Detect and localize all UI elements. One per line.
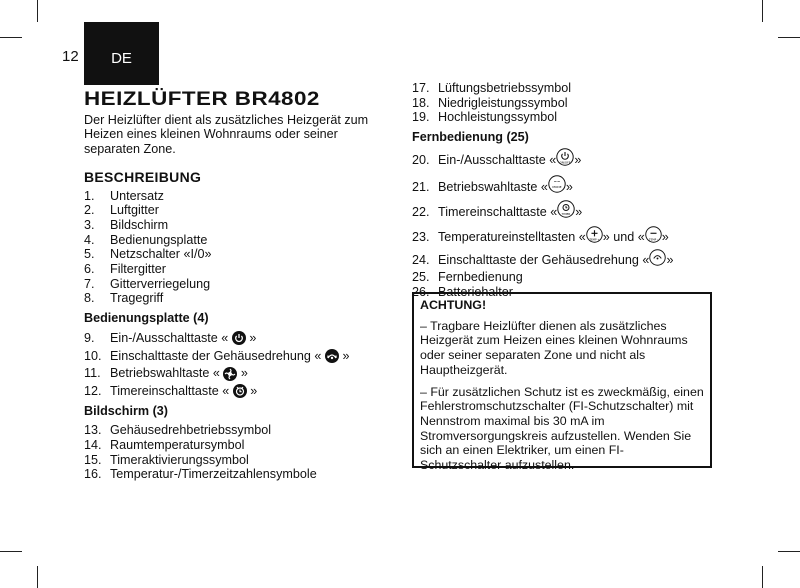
item-label: Betriebswahltaste « [110,366,220,381]
item-number: 3. [84,217,95,232]
list-item [84,384,384,399]
item-number: 16. [84,467,102,482]
item-label: Netzschalter «I/0» [110,247,212,262]
item-label: Einschalttaste der Gehäusedrehung « [110,348,322,363]
list-item [412,205,712,223]
list-item [84,453,384,468]
intro-text: Der Heizlüfter dient als zusätzliches Heizgerät zum Heizen eines kleinen Wohnraums oder seiner separaten Zone. [84,112,369,157]
oscillation-icon [325,349,339,364]
list-item [84,277,384,292]
item-number: 6. [84,262,95,277]
display-heading: Bildschirm (3) [84,403,168,418]
list-item [84,218,384,233]
item-suffix: » [575,204,583,219]
crop-mark [778,37,800,38]
item-label: Gehäusedrehbetriebssymbol [110,423,272,438]
list-item [84,423,384,438]
item-suffix: » [661,229,669,244]
icon-caption: TEMP + [589,238,600,242]
item-label: Timereinschalttaste « [110,383,230,398]
icon-caption: MODE [552,184,562,189]
item-number: 10. [84,348,102,363]
item-number: 7. [84,276,95,291]
item-number: 19. [412,110,430,125]
remote-mode-icon [548,175,566,193]
item-suffix: » [574,152,582,167]
item-number: 26. [412,284,430,299]
item-mid: » und « [602,229,645,244]
list-item [84,247,384,262]
crop-mark [0,37,22,38]
section-title: BESCHREIBUNG [84,168,202,185]
item-suffix: » [565,179,573,194]
list-item [84,349,384,364]
item-label: Gitterverriegelung [110,276,211,291]
item-number: 4. [84,232,95,247]
item-number: 18. [412,95,430,110]
item-number: 14. [84,438,102,453]
list-item [84,467,384,482]
list-item [412,153,712,171]
item-label: Hochleistungssymbol [438,110,557,125]
remote-power-icon [556,148,574,166]
mode-icon [223,366,237,381]
list-item [84,203,384,218]
item-suffix: » [666,252,674,267]
remote-heading: Fernbedienung (25) [412,130,529,145]
item-label: Timeraktivierungssymbol [110,452,249,467]
item-suffix: » [342,348,350,363]
item-number: 12. [84,383,102,398]
item-label: Fernbedienung [438,269,523,284]
control-panel-list [84,331,384,399]
remote-timer-icon [557,200,575,218]
item-suffix: » [240,366,248,381]
item-number: 21. [412,179,430,194]
parts-list [84,189,384,307]
warning-paragraph: – Tragbare Heizlüfter dienen als zusätzliches Heizgerät zum Heizen eines kleinen Wohnraums oder seiner separaten Zone und nicht als Hauptheizgerät. [420,318,688,377]
item-suffix: » [249,330,257,345]
display-list [84,423,384,482]
item-label: Lüftungsbetriebssymbol [438,81,572,95]
remote-oscillation-icon [649,249,666,266]
left-column [84,88,384,482]
list-item [84,262,384,277]
item-label: Einschalttaste der Gehäusedrehung « [438,252,650,267]
list-item [412,253,712,270]
list-item [412,81,712,96]
crop-mark [37,566,38,588]
crop-mark [762,566,763,588]
list-item [412,180,712,198]
warning-paragraph: – Für zusätzlichen Schutz ist es zweckmäßig, einen Fehlerstromschutzschalter (FI-Schutzschalter) mit Nennstrom maximal bis 30 mA im Stromversorgungskreis aufzustellen. Wenden Sie sich an einen Elektriker, um einen FI-Schutzschalter aufzustellen. [420,384,704,473]
remote-list [412,153,712,300]
item-number: 13. [84,423,102,438]
list-item [412,230,712,247]
item-label: Ein-/Ausschalttaste « [110,330,229,345]
item-number: 24. [412,252,430,267]
item-label: Ein-/Ausschalttaste « [438,152,557,167]
item-number: 11. [84,366,101,381]
remote-temp-plus-icon [586,226,603,243]
item-number: 15. [84,452,102,467]
list-item [84,291,384,306]
list-item [84,366,384,381]
warning-box [412,292,712,473]
timer-icon [233,384,247,399]
warning-title: ACHTUNG! [420,298,487,312]
item-label: Raumtemperatursymbol [110,438,245,453]
language-label: DE [111,50,132,67]
item-number: 2. [84,203,95,218]
item-number: 1. [84,188,95,203]
item-label: Betriebswahltaste « [438,179,548,194]
display-list-continued [412,81,712,125]
list-item [84,438,384,453]
item-label: Batteriehalter [438,284,513,299]
svg-text:~~: ~~ [553,178,561,184]
list-item [84,189,384,204]
item-number: 8. [84,291,95,306]
item-label: Luftgitter [110,203,160,218]
crop-mark [0,551,22,552]
list-item [84,233,384,248]
crop-mark [762,0,763,22]
item-number: 9. [84,330,95,345]
item-number: 17. [412,81,430,95]
list-item [412,96,712,111]
right-column [412,81,712,300]
page-number: 12 [62,48,79,65]
item-label: Bildschirm [110,217,169,232]
language-tab [84,22,159,85]
item-suffix: » [250,383,258,398]
item-number: 22. [412,204,430,219]
item-label: Bedienungsplatte [110,232,208,247]
list-item [412,110,712,125]
page-title: HEIZLÜFTER BR4802 [84,88,320,110]
item-label: Temperatur-/Timerzeitzahlensymbole [110,467,317,482]
item-label: Tragegriff [110,291,164,306]
item-label: Filtergitter [110,262,166,277]
item-number: 23. [412,229,430,244]
list-item [84,331,384,346]
item-label: Niedrigleistungssymbol [438,95,568,110]
crop-mark [37,0,38,22]
control-panel-heading: Bedienungsplatte (4) [84,311,209,326]
item-label: Timereinschalttaste « [438,204,558,219]
remote-temp-minus-icon [645,226,662,243]
icon-caption: ON/OFF [559,160,571,165]
list-item [412,270,712,285]
item-label: Temperatureinstelltasten « [438,229,586,244]
item-number: 5. [84,247,95,262]
item-number: 20. [412,152,430,167]
power-icon [232,331,246,346]
icon-caption: TIMER [561,211,571,216]
icon-caption: TEMP - [648,238,658,242]
crop-mark [778,551,800,552]
item-number: 25. [412,269,430,284]
item-label: Untersatz [110,188,164,203]
